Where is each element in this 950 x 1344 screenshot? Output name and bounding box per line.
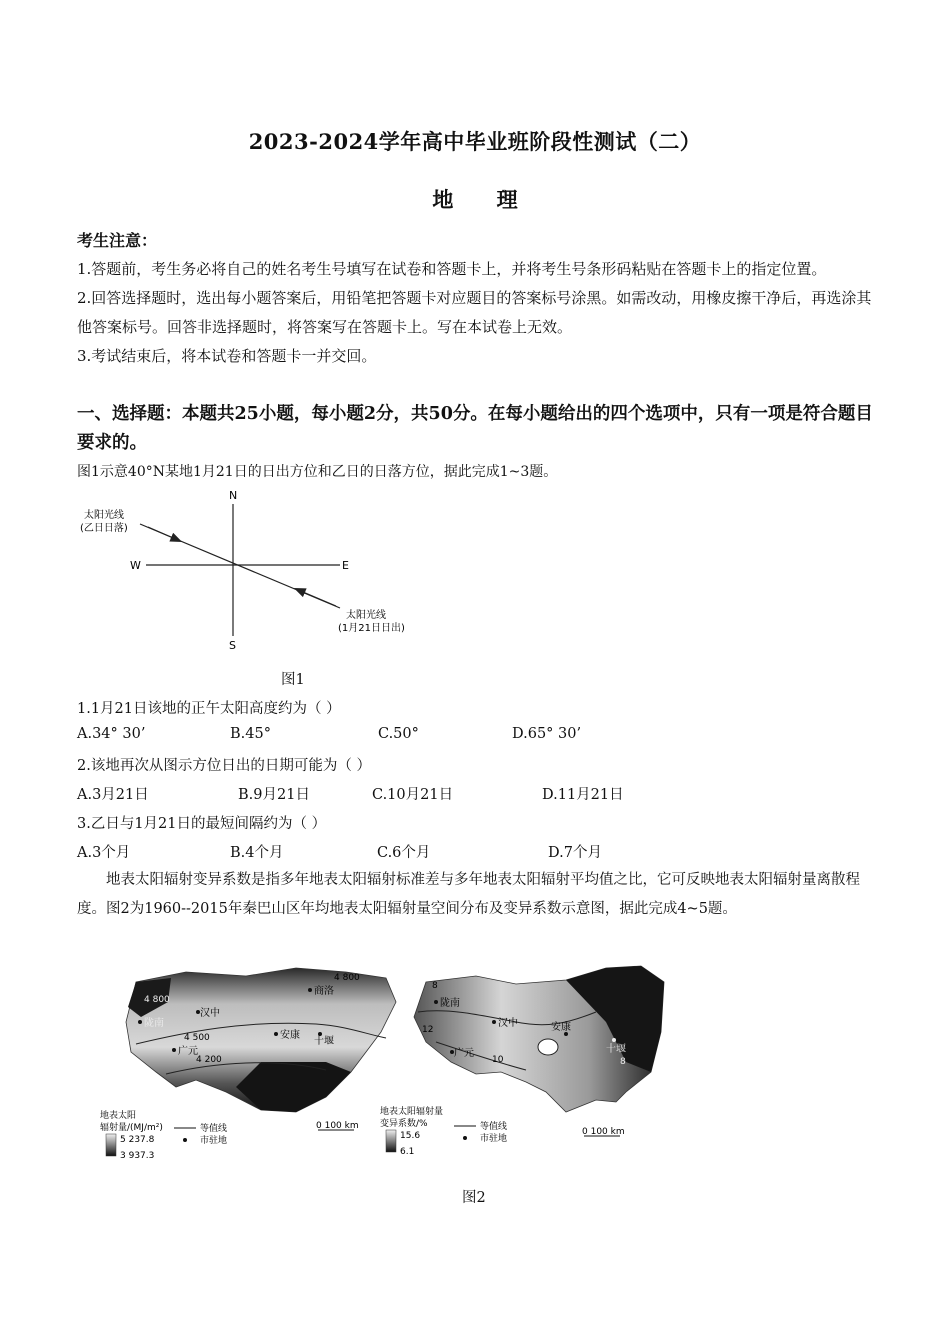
right-legend-line: 等值线 (480, 1122, 508, 1132)
left-legend-line: 等值线 (200, 1124, 228, 1134)
figure2-intro: 地表太阳辐射变异系数是指多年地表太阳辐射标准差与多年地表太阳辐射平均值之比，它可反映地表太阳辐射量离散程度。图2为1960--2015年秦巴山区年均地表太阳辐射量空间分布及变异系数示意图，据此完成4~5题。 (77, 872, 860, 917)
notice-item-2: 2.回答选择题时，选出每小题答案后，用铅笔把答题卡对应题目的答案标号涂黑。如需改动，用橡皮擦干净后，再选涂其他答案标号。回答非选择题时，将答案写在答题卡上。写在本试卷上无效。 (77, 289, 872, 336)
ray-top-label-1: 太阳光线 (84, 510, 124, 521)
left-scale-bar: 0 100 km (316, 1121, 359, 1131)
right-scale-bar: 0 100 km (582, 1127, 625, 1137)
figure2-maps (96, 962, 676, 1162)
exam-subject: 地 理 (432, 187, 536, 212)
figure1-diagram (78, 486, 428, 656)
right-city-ankang: 安康 (551, 1022, 571, 1033)
notice-item-1: 1.答题前，考生务必将自己的姓名考生号填写在试卷和答题卡上，并将考生号条形码粘贴在答题卡上的指定位置。 (77, 260, 827, 278)
right-contour-label-4: 12 (422, 1025, 434, 1035)
right-contour-label-1: 8 (432, 981, 438, 991)
right-contour-label-2: 10 (492, 1055, 504, 1065)
ray-bottom-label-2: (1月21日日出) (338, 623, 405, 634)
question-2-stem: 2.该地再次从图示方位日出的日期可能为（ ） (77, 758, 371, 774)
right-city-shiyan: 十堰 (606, 1044, 626, 1055)
label-north: N (229, 489, 238, 502)
question-1-option-d: D.65° 30’ (512, 726, 582, 742)
figure2-caption: 图2 (462, 1190, 486, 1206)
ray-top-label-2: (乙日日落) (80, 523, 128, 534)
left-map (100, 968, 396, 1161)
question-1-option-c: C.50° (378, 726, 419, 742)
left-city-longnan: 陇南 (144, 1018, 164, 1029)
right-legend-max: 15.6 (400, 1131, 421, 1141)
right-legend-title-2: 变异系数/% (380, 1119, 428, 1129)
question-2-option-c: C.10月21日 (372, 787, 454, 803)
right-contour-label-3: 8 (620, 1057, 626, 1067)
left-legend-title-2: 辐射量/(MJ/m²) (100, 1123, 163, 1133)
label-south: S (229, 639, 236, 652)
notice-section (77, 226, 877, 371)
left-legend-min: 3 937.3 (120, 1151, 155, 1161)
right-legend-min: 6.1 (400, 1147, 415, 1157)
right-city-hanzhong: 汉中 (498, 1018, 518, 1029)
left-contour-label-4: 4 800 (144, 995, 170, 1005)
right-legend-dot: 市驻地 (480, 1134, 508, 1144)
question-1-option-a: A.34° 30’ (77, 726, 146, 742)
question-2-option-a: A.3月21日 (77, 787, 149, 803)
left-legend-dot: 市驻地 (200, 1136, 228, 1146)
question-2-option-b: B.9月21日 (238, 787, 310, 803)
question-3-option-a: A.3个月 (77, 845, 131, 861)
right-city-longnan: 陇南 (440, 998, 460, 1009)
label-west: W (130, 559, 141, 572)
question-1-option-b: B.45° (230, 726, 271, 742)
right-legend-title-1: 地表太阳辐射量 (380, 1107, 444, 1117)
left-city-shiyan: 十堰 (314, 1036, 334, 1047)
question-3-option-c: C.6个月 (377, 845, 431, 861)
left-contour-label-2: 4 500 (184, 1033, 210, 1043)
left-contour-label-1: 4 800 (334, 973, 360, 983)
left-city-hanzhong: 汉中 (200, 1008, 220, 1019)
left-legend-title-1: 地表太阳 (100, 1111, 137, 1121)
question-3-stem: 3.乙日与1月21日的最短间隔约为（ ） (77, 816, 327, 832)
left-contour-label-3: 4 200 (196, 1055, 222, 1065)
notice-heading: 考生注意： (77, 231, 158, 250)
left-city-ankang: 安康 (280, 1030, 300, 1041)
figure1-caption: 图1 (281, 672, 305, 688)
left-city-shangluo: 商洛 (314, 986, 334, 997)
figure1-intro: 图1示意40°N某地1月21日的日出方位和乙日的日落方位，据此完成1~3题。 (77, 464, 558, 480)
notice-item-3: 3.考试结束后，将本试卷和答题卡一并交回。 (77, 347, 377, 365)
section-heading: 一、选择题：本题共25小题，每小题2分，共50分。在每小题给出的四个选项中，只有一项是符合题目要求的。 (77, 404, 873, 453)
ray-bottom-label-1: 太阳光线 (346, 610, 386, 621)
question-1-stem: 1.1月21日该地的正午太阳高度约为（ ） (77, 701, 341, 717)
question-2-option-d: D.11月21日 (542, 787, 624, 803)
question-3-option-d: D.7个月 (548, 845, 602, 861)
label-east: E (342, 559, 349, 572)
right-city-guangyuan: 广元 (454, 1048, 474, 1059)
left-legend-max: 5 237.8 (120, 1135, 155, 1145)
exam-title: 2023-2024学年高中毕业班阶段性测试（二） (248, 129, 702, 154)
question-3-option-b: B.4个月 (230, 845, 284, 861)
right-map (380, 966, 664, 1157)
left-city-guangyuan: 广元 (178, 1046, 198, 1057)
